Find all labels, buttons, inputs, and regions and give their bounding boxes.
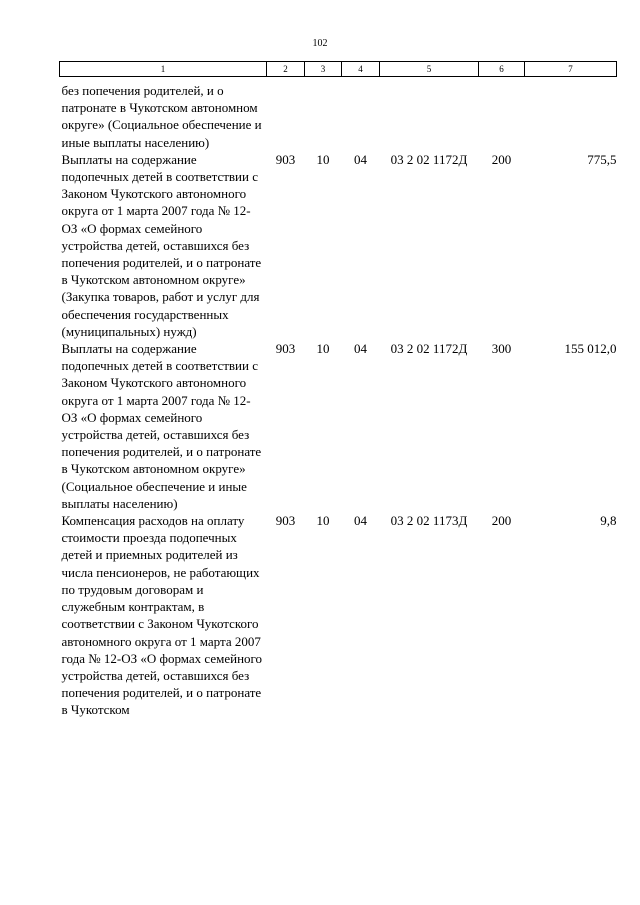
table-row <box>60 512 617 718</box>
column-header-1: 1 <box>60 62 267 77</box>
continuation-row <box>60 77 617 151</box>
row-target-item-code: 03 2 02 1172Д <box>390 341 468 357</box>
row-subsection-code: 04 <box>354 513 367 529</box>
page-number: 102 <box>312 38 328 49</box>
row-section-code: 10 <box>316 341 330 357</box>
row-ministry-code: 903 <box>275 513 296 529</box>
row-description: Компенсация расходов на оплату стоимости проезда подопечных детей и приемных родителей из числа пенсионеров, не работающих по трудовым договорам и служебным контрактам, в соответствии с Законом Чукотского автономного округа от 1 марта 2007 года № 12-ОЗ «О формах семейного устройства детей, оставшихся без попечения родителей, и о патронате в Чукотском <box>61 513 263 718</box>
row-subsection-code: 04 <box>354 151 367 167</box>
row-amount: 775,5 <box>587 151 617 167</box>
row-amount: 9,8 <box>600 513 617 529</box>
row-subsection-code: 04 <box>354 341 367 357</box>
row-target-item-code: 03 2 02 1173Д <box>390 513 468 529</box>
column-header-7: 7 <box>525 62 617 77</box>
row-amount: 155 012,0 <box>564 341 617 357</box>
row-ministry-code: 903 <box>275 341 296 357</box>
column-header-3: 3 <box>305 62 342 77</box>
column-number-row <box>60 62 617 77</box>
row-expense-type-code: 200 <box>491 513 512 529</box>
column-header-6: 6 <box>479 62 525 77</box>
row-section-code: 10 <box>316 513 330 529</box>
row-expense-type-code: 300 <box>491 341 512 357</box>
row-description: Выплаты на содержание подопечных детей в соответствии с Законом Чукотского автономного округа от 1 марта 2007 года № 12-ОЗ «О формах семейного устройства детей, оставшихся без попечения родителей, и о патронате в Чукотском автономном округе» (Закупка товаров, работ и услуг для обеспечения государственных (муниципальных) нужд) <box>61 151 262 339</box>
table-row <box>60 151 617 340</box>
row-ministry-code: 903 <box>275 151 296 167</box>
row-target-item-code: 03 2 02 1172Д <box>390 151 468 167</box>
continuation-description: без попечения родителей, и о патронате в Чукотском автономном округе» (Социальное обеспечение и иные выплаты населению) <box>61 83 262 150</box>
table-row <box>60 340 617 512</box>
row-expense-type-code: 200 <box>491 151 512 167</box>
row-description: Выплаты на содержание подопечных детей в соответствии с Законом Чукотского автономного округа от 1 марта 2007 года № 12-ОЗ «О формах семейного устройства детей, оставшихся без попечения родителей, и о патронате в Чукотском автономном округе» (Социальное обеспечение и иные выплаты населению) <box>61 341 262 511</box>
column-header-4: 4 <box>342 62 380 77</box>
column-header-5: 5 <box>380 62 479 77</box>
budget-table <box>59 61 617 719</box>
column-header-2: 2 <box>267 62 305 77</box>
row-section-code: 10 <box>316 151 330 167</box>
